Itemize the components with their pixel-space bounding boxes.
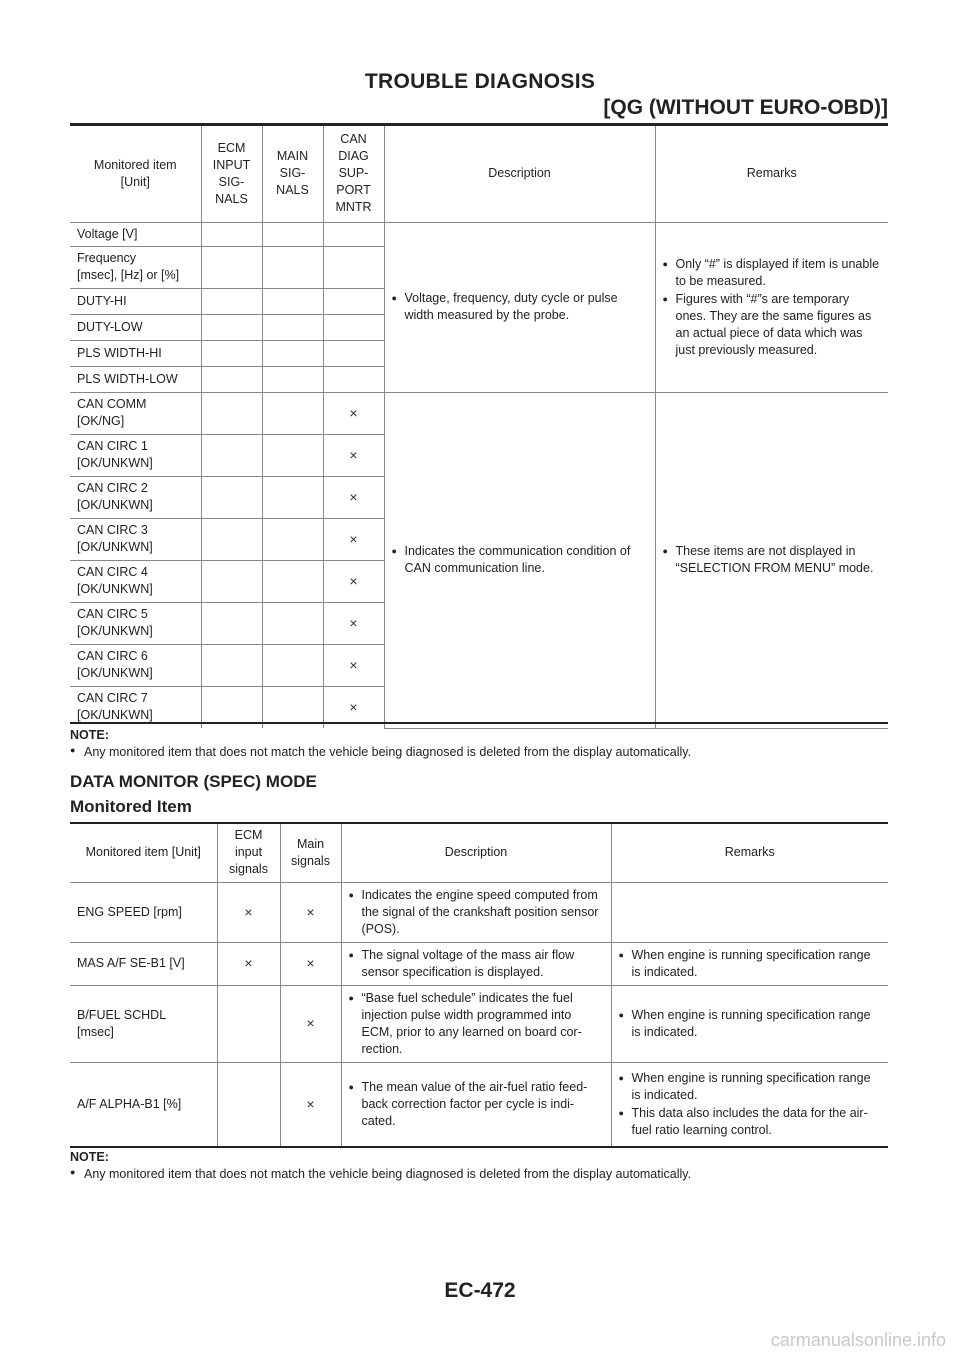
item-name: PLS WIDTH-HI: [70, 340, 201, 366]
remark-bullet: ● Figures with “#”s are temporary ones. They are the same figures as an actual piece of data which was just previously measured.: [663, 291, 882, 359]
ecm-mark: ×: [217, 882, 280, 942]
note-text: ● Any monitored item that does not match the vehicle being diagnosed is deleted from the display automatically.: [84, 1167, 691, 1181]
row-description: ● The signal voltage of the mass air flow sensor specification is displayed.: [341, 942, 611, 985]
item-name: CAN CIRC 7 [OK/UNKWN]: [70, 686, 201, 728]
can-mark: ×: [323, 686, 384, 728]
monitor-table-2: [70, 824, 888, 1146]
ecm-mark: [217, 985, 280, 1062]
row-description: ● Indicates the engine speed computed from the signal of the crankshaft position sensor (POS).: [341, 882, 611, 942]
item-name: B/FUEL SCHDL [msec]: [70, 985, 217, 1062]
can-mark: ×: [323, 560, 384, 602]
t1-header-remarks: Remarks: [655, 126, 888, 222]
t2-header-main: Main signals: [280, 824, 341, 882]
item-name: Voltage [V]: [70, 222, 201, 246]
can-mark: ×: [323, 476, 384, 518]
description-bullet: ● Voltage, frequency, duty cycle or pulse width measured by the probe.: [392, 290, 648, 324]
can-remarks: [655, 392, 888, 728]
main-mark: ×: [280, 942, 341, 985]
ecm-mark: ×: [217, 942, 280, 985]
section-heading: DATA MONITOR (SPEC) MODE: [70, 772, 317, 791]
row-description: ● The mean value of the air-fuel ratio feed-back correction factor per cycle is indi-cated.: [341, 1062, 611, 1146]
can-mark: ×: [323, 518, 384, 560]
table-row: [70, 222, 888, 246]
watermark: carmanualsonline.info: [770, 1330, 946, 1350]
item-name: CAN CIRC 4 [OK/UNKWN]: [70, 560, 201, 602]
table-row: [70, 392, 888, 434]
remark-bullet: ● Only “#” is displayed if item is unable to be measured.: [663, 256, 882, 290]
ecm-mark: [217, 1062, 280, 1146]
item-name: CAN CIRC 3 [OK/UNKWN]: [70, 518, 201, 560]
row-remarks: ● When engine is running specification range is indicated.: [611, 942, 888, 985]
item-name: DUTY-LOW: [70, 314, 201, 340]
t1-header-main: MAIN SIG- NALS: [262, 126, 323, 222]
section-subheading: Monitored Item: [70, 797, 192, 816]
main-mark: ×: [280, 882, 341, 942]
item-name: CAN CIRC 1 [OK/UNKWN]: [70, 434, 201, 476]
t1-header-item: Monitored item [Unit]: [70, 126, 201, 222]
table-row: [70, 882, 888, 942]
note-text: ● Any monitored item that does not match the vehicle being diagnosed is deleted from the display automatically.: [84, 745, 691, 759]
main-mark: ×: [280, 1062, 341, 1146]
can-description: [384, 392, 655, 728]
can-mark: ×: [323, 602, 384, 644]
t2-header-description: Description: [341, 824, 611, 882]
description-bullet: ● Indicates the communication condition of CAN communication line.: [392, 543, 648, 577]
t1-header-description: Description: [384, 126, 655, 222]
note-label: NOTE:: [70, 728, 109, 742]
item-name: CAN CIRC 5 [OK/UNKWN]: [70, 602, 201, 644]
table-row: [70, 985, 888, 1062]
row-remarks: ● When engine is running specification range is indicated. ● This data also includes the data for the air-fuel ratio learning control.: [611, 1062, 888, 1146]
t1-header-can: CAN DIAG SUP- PORT MNTR: [323, 126, 384, 222]
page-subtitle: [QG (WITHOUT EURO-OBD)]: [603, 96, 888, 119]
page-title: TROUBLE DIAGNOSIS: [364, 70, 596, 93]
can-mark: ×: [323, 392, 384, 434]
table-row: [70, 942, 888, 985]
item-name: MAS A/F SE-B1 [V]: [70, 942, 217, 985]
item-name: ENG SPEED [rpm]: [70, 882, 217, 942]
item-name: PLS WIDTH-LOW: [70, 366, 201, 392]
item-name: Frequency [msec], [Hz] or [%]: [70, 246, 201, 288]
table2-bottom-rule: [70, 1146, 888, 1148]
item-name: CAN CIRC 2 [OK/UNKWN]: [70, 476, 201, 518]
item-name: A/F ALPHA-B1 [%]: [70, 1062, 217, 1146]
remark-bullet: ● These items are not displayed in “SELECTION FROM MENU” mode.: [663, 543, 882, 577]
t2-header-remarks: Remarks: [611, 824, 888, 882]
item-name: DUTY-HI: [70, 288, 201, 314]
note-label: NOTE:: [70, 1150, 109, 1164]
t2-header-item: Monitored item [Unit]: [70, 824, 217, 882]
page-number: EC-472: [444, 1279, 516, 1302]
t2-header-ecm: ECM input signals: [217, 824, 280, 882]
table1-bottom-rule: [70, 722, 888, 724]
main-mark: ×: [280, 985, 341, 1062]
monitor-table-1: [70, 126, 888, 729]
can-mark: ×: [323, 434, 384, 476]
table1-header-row: [70, 126, 888, 222]
t1-header-ecm: ECM INPUT SIG- NALS: [201, 126, 262, 222]
probe-remarks: [655, 222, 888, 392]
row-description: ● “Base fuel schedule” indicates the fuel injection pulse width programmed into ECM, prior to any learned on board cor-rection.: [341, 985, 611, 1062]
table-row: [70, 1062, 888, 1146]
item-name: CAN CIRC 6 [OK/UNKWN]: [70, 644, 201, 686]
row-remarks: [611, 882, 888, 942]
item-name: CAN COMM [OK/NG]: [70, 392, 201, 434]
table2-header-row: [70, 824, 888, 882]
can-mark: ×: [323, 644, 384, 686]
probe-description: [384, 222, 655, 392]
row-remarks: ● When engine is running specification range is indicated.: [611, 985, 888, 1062]
